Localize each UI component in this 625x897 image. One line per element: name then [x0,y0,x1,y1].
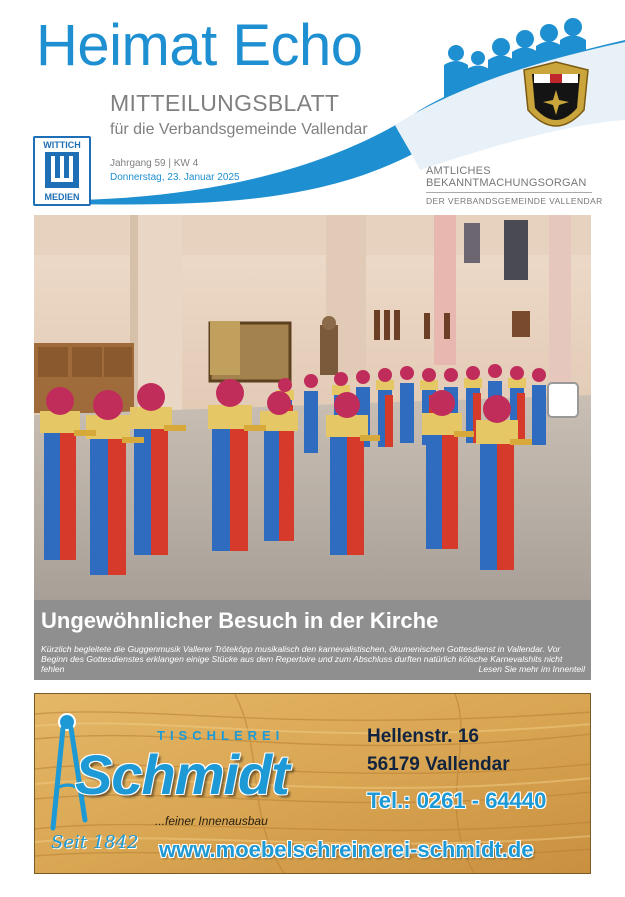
official-organ [426,165,586,189]
coat-of-arms-icon [524,62,588,126]
official-line-2: BEKANNTMACHUNGSORGAN [426,177,587,189]
ad-street: Hellenstr. 16 [367,726,479,747]
publication-subtitle: MITTEILUNGSBLATT [110,90,340,116]
ad-tagline: ...feiner Innenausbau [155,814,268,828]
official-line-3: DER VERBANDSGEMEINDE VALLENDAR [426,196,603,206]
ad-city: 56179 Vallendar [367,754,510,775]
official-line-1: AMTLICHES [426,165,491,177]
wittich-logo-icon [33,136,91,206]
lead-photo [34,215,591,600]
publication-subline: für die Verbandsgemeinde Vallendar [110,121,368,138]
publication-title: Heimat Echo [36,13,363,78]
lead-body: Kürzlich begleitete die Guggenmusik Vallerer Tröteköpp musikalisch den karnevalistischen, ökumenischen Gottesdienst in Vallendar. Vor Beginn des Gottesdienstes erklangen einige Stücke aus dem Repertoire und zum Abschluss durften natürlich kölsche Karnevalshits nicht fehlen [41,644,563,674]
issue-date: Donnerstag, 23. Januar 2025 [110,172,240,183]
masthead [0,0,625,215]
ad-business-type: TISCHLEREI [157,728,285,743]
issue-info: Jahrgang 59 | KW 4 [110,158,199,169]
ad-since: Seit 1842 [51,832,139,853]
ad-brand-name: Schmidt [75,743,289,806]
official-divider [426,192,592,193]
read-more-note: Lesen Sie mehr im Innenteil [478,664,585,674]
publisher-name-bottom: MEDIEN [44,192,80,202]
lead-caption [34,600,591,680]
advertisement [34,693,591,874]
publisher-name-top: WITTICH [43,140,81,150]
wittich-mark [45,152,79,188]
ad-phone: Tel.: 0261 - 64440 [367,788,547,813]
ad-website: www.moebelschreinerei-schmidt.de [159,837,534,862]
lead-headline: Ungewöhnlicher Besuch in der Kirche [41,608,439,633]
